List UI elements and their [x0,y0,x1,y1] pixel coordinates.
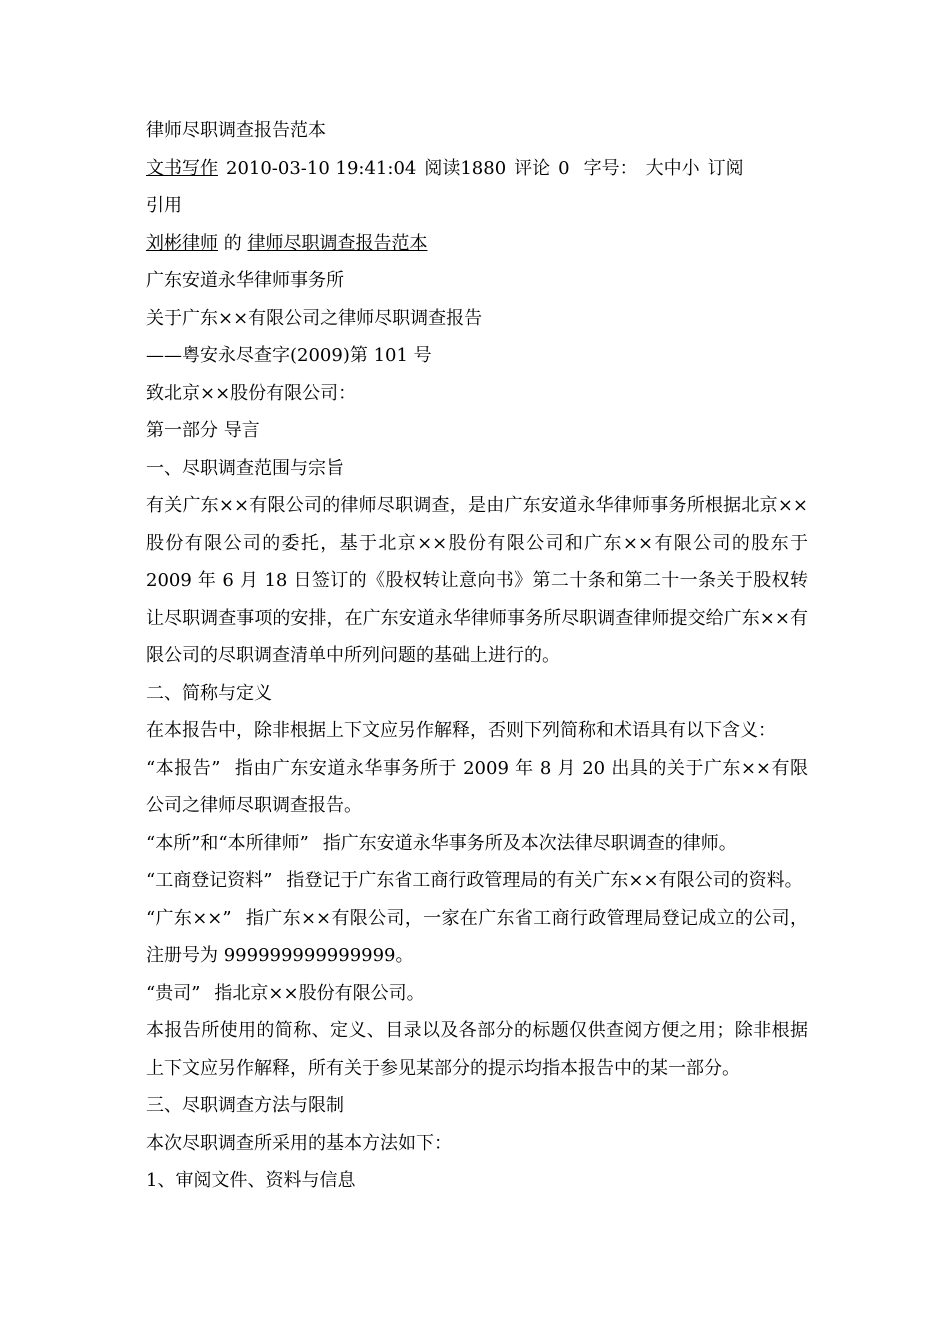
firm-name: 广东安道永华律师事务所 [146,270,344,291]
section-2-intro: 在本报告中，除非根据上下文应另作解释，否则下列简称和术语具有以下含义： [146,720,776,741]
definition-term: “贵司” [146,982,201,1004]
section-2-note: 本报告所使用的简称、定义、目录以及各部分的标题仅供查阅方便之用；除非根据上下文应另作解释，所有关于参见某部分的提示均指本报告中的某一部分。 [146,1020,808,1079]
part-heading: 第一部分 导言 [146,420,260,441]
comment-count: 0 [558,157,570,179]
section-1-paragraph: 有关广东××有限公司的律师尽职调查，是由广东安道永华律师事务所根据北京××股份有限公司的委托，基于北京××股份有限公司和广东××有限公司的股东于 2009 年 6 月 18 日签订的《股权转让意向书》第二十条和第二十一条关于股权转让尽职调查事项的安排，在广东安道永华律师事务所尽职调查律师提交给广东××有限公司的尽职调查清单中所列问题的基础上进行的。 [146,495,808,666]
section-3-heading: 三、尽职调查方法与限制 [146,1095,344,1116]
report-title: 关于广东××有限公司之律师尽职调查报告 [146,307,483,329]
font-size-large-button[interactable]: 大 [645,157,664,179]
definition-text: 指广东××有限公司，一家在广东省工商行政管理局登记成立的公司，注册号为 999999999999999。 [146,907,808,966]
read-label: 阅读 [424,157,461,179]
definition-item [146,975,808,1013]
definition-term: “本所”和“本所律师” [146,832,309,854]
document-title: 律师尽职调查报告范本 [146,120,326,141]
source-title-link[interactable]: 律师尽职调查报告范本 [247,232,428,254]
definition-item [146,750,808,825]
source-of: 的 [223,232,242,254]
comment-label: 评论 [514,157,551,179]
author-link[interactable]: 刘彬律师 [146,232,218,254]
definition-item [146,825,808,863]
definition-term: “广东××” [146,907,232,929]
method-item: 1、审阅文件、资料与信息 [146,1170,356,1191]
definition-text: 指北京××股份有限公司。 [214,982,425,1004]
font-size-label: 字号： [583,157,638,179]
font-size-medium-button[interactable]: 中 [663,157,682,179]
definition-term: “工商登记资料” [146,870,273,891]
document-number: ——粤安永尽查字(2009)第 101 号 [146,345,432,366]
meta-line [146,150,808,188]
source-line [146,225,808,263]
definition-text: 指广东安道永华事务所及本次法律尽职调查的律师。 [322,832,737,854]
definition-term: “本报告” [146,757,221,779]
read-count: 1880 [460,157,507,179]
category-link[interactable]: 文书写作 [146,157,218,179]
section-3-intro: 本次尽职调查所采用的基本方法如下： [146,1132,452,1154]
definition-item [146,862,808,900]
post-datetime: 2010-03-10 19:41:04 [226,157,417,179]
subscribe-link[interactable]: 订阅 [707,157,744,179]
definition-item [146,900,808,975]
quote-label[interactable]: 引用 [146,195,182,216]
addressee: 致北京××股份有限公司： [146,382,357,404]
section-1-heading: 一、尽职调查范围与宗旨 [146,457,344,479]
definition-text: 指登记于广东省工商行政管理局的有关广东××有限公司的资料。 [286,870,803,891]
font-size-small-button[interactable]: 小 [681,157,700,179]
section-2-heading: 二、简称与定义 [146,682,272,704]
definition-text: 指由广东安道永华事务所于 2009 年 8 月 20 出具的关于广东××有限公司之律师尽职调查报告。 [146,757,808,816]
